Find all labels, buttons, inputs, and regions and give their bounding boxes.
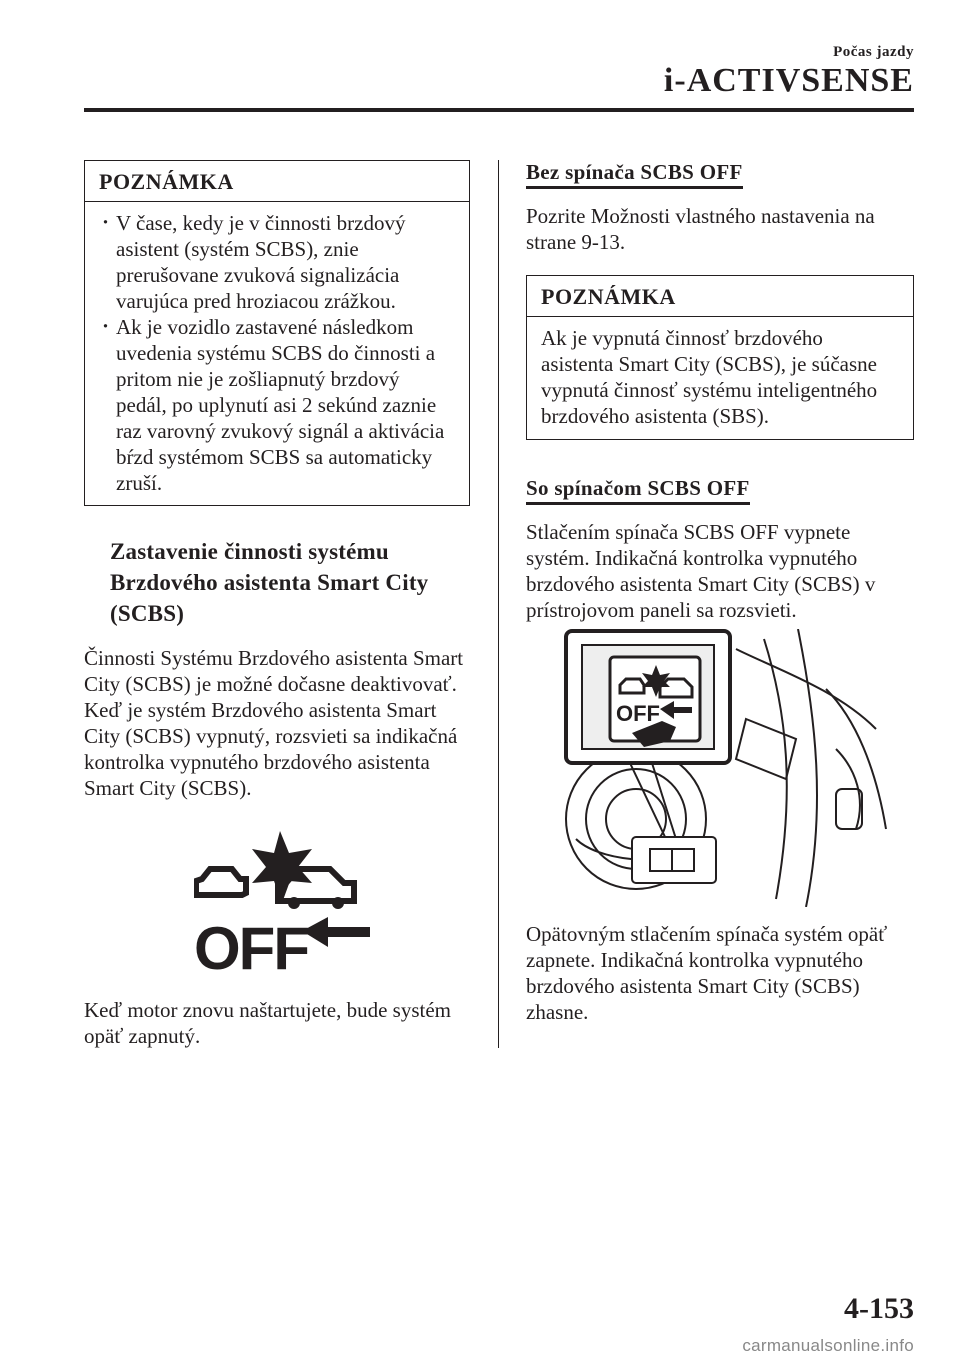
- chapter-title: i-ACTIVSENSE: [663, 62, 914, 99]
- note-title: POZNÁMKA: [527, 276, 913, 317]
- section-label: So spínačom SCBS OFF: [526, 476, 750, 505]
- note-title: POZNÁMKA: [85, 161, 469, 202]
- scbs-off-indicator-icon: [194, 831, 374, 971]
- page-number: 4-153: [844, 1292, 914, 1325]
- section-label: Bez spínača SCBS OFF: [526, 160, 743, 189]
- paragraph: Činnosti Systému Brzdového asistenta Smart City (SCBS) je možné dočasne deaktivovať.: [84, 646, 464, 696]
- paragraph: Pozrite Možnosti vlastného nastavenia na strane 9-13.: [526, 204, 875, 254]
- subheading: Zastavenie činnosti systému Brzdového asistenta Smart City (SCBS): [110, 539, 429, 626]
- note-body: Ak je vypnutá činnosť brzdového asistenta Smart City (SCBS), je súčasne vypnutá činnosť systému inteligentného brzdového asistenta (SBS).: [541, 326, 878, 428]
- note-bullet: · Ak je vozidlo zastavené následkom uvedenia systému SCBS do činnosti a pritom nie je zošliapnutý brzdový pedál, po uplynutí asi 2 sekúnd zaznie raz varovný zvukový signál a aktivácia bŕzd systémom SCBS sa automaticky zruší.: [99, 314, 455, 496]
- off-text: OFF: [194, 915, 308, 971]
- note-box: [84, 160, 470, 506]
- paragraph: Opätovným stlačením spínača systém opäť zapnete. Indikačná kontrolka vypnutého brzdového asistenta Smart City (SCBS) zhasne.: [526, 922, 888, 1024]
- paragraph: Keď motor znovu naštartujete, bude systém opäť zapnutý.: [84, 998, 451, 1048]
- note-bullet: · V čase, kedy je v činnosti brzdový asistent (systém SCBS), znie prerušovane zvuková signalizácia varujúca pred hroziacou zrážkou.: [99, 210, 455, 314]
- section-title: Počas jazdy: [833, 44, 914, 60]
- note-body: [85, 202, 469, 506]
- note-box: [526, 275, 914, 440]
- paragraph: Keď je systém Brzdového asistenta Smart City (SCBS) vypnutý, rozsvieti sa indikačná kontrolka vypnutého brzdového asistenta Smart City (SCBS).: [84, 698, 458, 800]
- watermark: carmanualsonline.info: [742, 1336, 914, 1355]
- dashboard-switch-illustration: [536, 629, 896, 907]
- right-column: [526, 160, 914, 1025]
- left-column: [84, 160, 470, 1049]
- paragraph: Stlačením spínača SCBS OFF vypnete systém. Indikačná kontrolka vypnutého brzdového asistenta Smart City (SCBS) v prístrojovom paneli sa rozsvieti.: [526, 520, 876, 622]
- header-rule: [84, 108, 914, 112]
- switch-off-text: OFF: [616, 701, 660, 726]
- column-divider: [498, 160, 499, 1048]
